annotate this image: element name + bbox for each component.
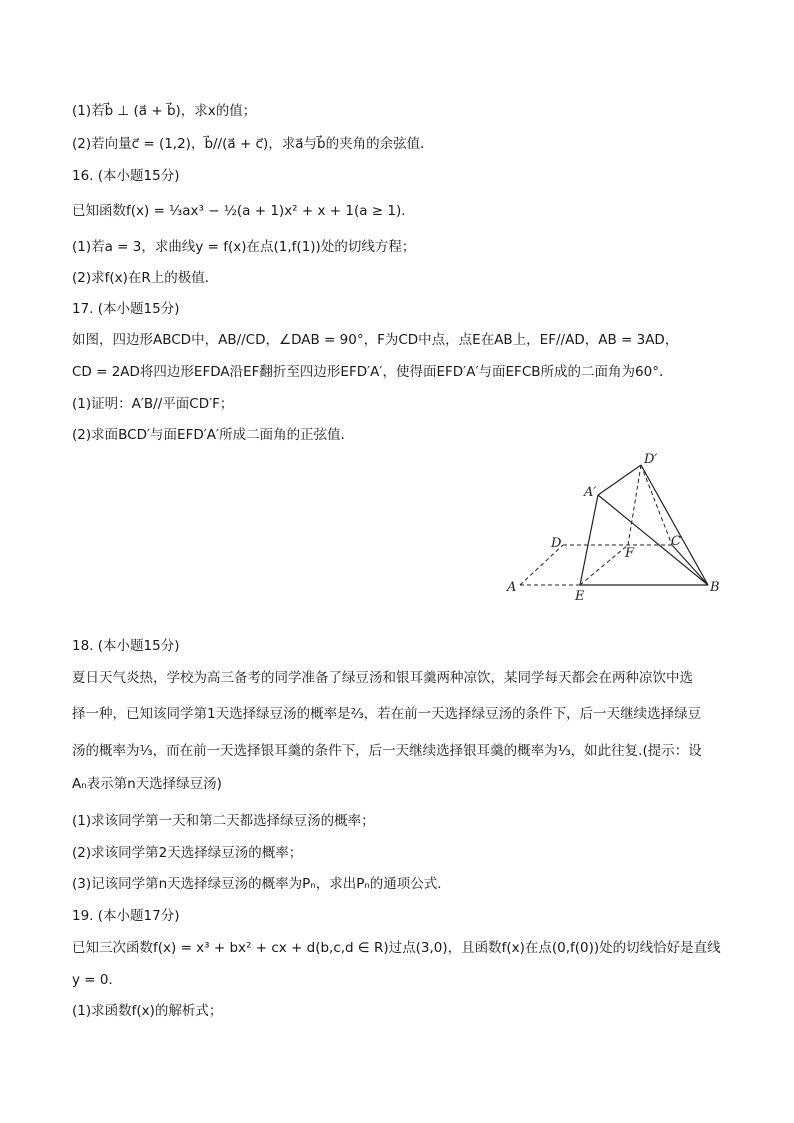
q18-heading: 18. (本小题15分)	[72, 638, 180, 654]
q15-part2: (2)若向量c⃗ = (1,2)，b⃗//(a⃗ + c⃗)，求a⃗与b⃗的夹角的余弦值．	[72, 136, 434, 152]
q19-statement-2: y = 0．	[72, 972, 122, 988]
q19-statement-1: 已知三次函数f(x) = x³ + bx² + cx + d(b,c,d ∈ R)过点(3,0)，且函数f(x)在点(0,f(0))处的切线恰好是直线	[72, 940, 721, 956]
edge-FD-prime	[628, 465, 641, 545]
edge-AD	[520, 545, 563, 585]
edge-CB	[672, 545, 708, 585]
q17-part1: (1)证明：A′B//平面CD′F；	[72, 396, 234, 412]
q17-heading: 17. (本小题15分)	[72, 301, 180, 317]
q18-statement-3: 汤的概率为⅓，而在前一天选择银耳羹的条件下，后一天继续选择银耳羹的概率为⅓，如此往复.(提示：设	[72, 743, 702, 759]
q16-heading: 16. (本小题15分)	[72, 168, 180, 184]
q16-part2: (2)求f(x)在R上的极值．	[72, 270, 219, 286]
q17-statement-2: CD = 2AD将四边形EFDA沿EF翻折至四边形EFD′A′，使得面EFD′A′与面EFCB所成的二面角为60°．	[72, 364, 673, 380]
q17-part2: (2)求面BCD′与面EFD′A′所成二面角的正弦值．	[72, 427, 355, 443]
q19-heading: 19. (本小题17分)	[72, 908, 180, 924]
label-A-prime: A′	[584, 485, 597, 500]
edge-A-prime-B	[598, 495, 708, 585]
q18-statement-2: 择一种，已知该同学第1天选择绿豆汤的概率是⅔，若在前一天选择绿豆汤的条件下，后一天继续选择绿豆	[72, 706, 702, 722]
q18-hint: Aₙ表示第n天选择绿豆汤)	[72, 776, 222, 792]
label-B: B	[710, 580, 720, 595]
q16-statement: 已知函数f(x) = ⅓ax³ − ½(a + 1)x² + x + 1(a ≥ 1)．	[72, 203, 415, 219]
q19-part1: (1)求函数f(x)的解析式；	[72, 1003, 223, 1019]
label-D-prime: D′	[644, 452, 658, 467]
edge-EA-prime	[580, 495, 598, 585]
label-A: A	[507, 580, 517, 595]
edge-D-prime-C	[641, 465, 672, 545]
label-F: F	[625, 546, 635, 561]
q18-part2: (2)求该同学第2天选择绿豆汤的概率；	[72, 845, 303, 861]
q18-part3: (3)记该同学第n天选择绿豆汤的概率为Pₙ，求出Pₙ的通项公式．	[72, 876, 451, 892]
q18-statement-1: 夏日天气炎热，学校为高三备考的同学准备了绿豆汤和银耳羹两种凉饮，某同学每天都会在两种凉饮中选	[72, 670, 693, 686]
edge-A-prime-D-prime	[598, 465, 641, 495]
q16-part1: (1)若a = 3，求曲线y = f(x)在点(1,f(1))处的切线方程；	[72, 239, 416, 255]
q17-statement-1: 如图，四边形ABCD中，AB//CD，∠DAB = 90°，F为CD中点，点E在AB上，EF//AD，AB = 3AD，	[72, 332, 679, 348]
q18-part1: (1)求该同学第一天和第二天都选择绿豆汤的概率；	[72, 813, 375, 829]
label-D: D	[551, 536, 562, 551]
label-C: C	[671, 534, 681, 549]
edge-D-prime-B	[641, 465, 708, 585]
q15-part1: (1)若b⃗ ⊥ (a⃗ + b⃗)，求x的值；	[72, 103, 257, 119]
geometry-figure	[500, 448, 730, 606]
label-E: E	[575, 589, 585, 604]
